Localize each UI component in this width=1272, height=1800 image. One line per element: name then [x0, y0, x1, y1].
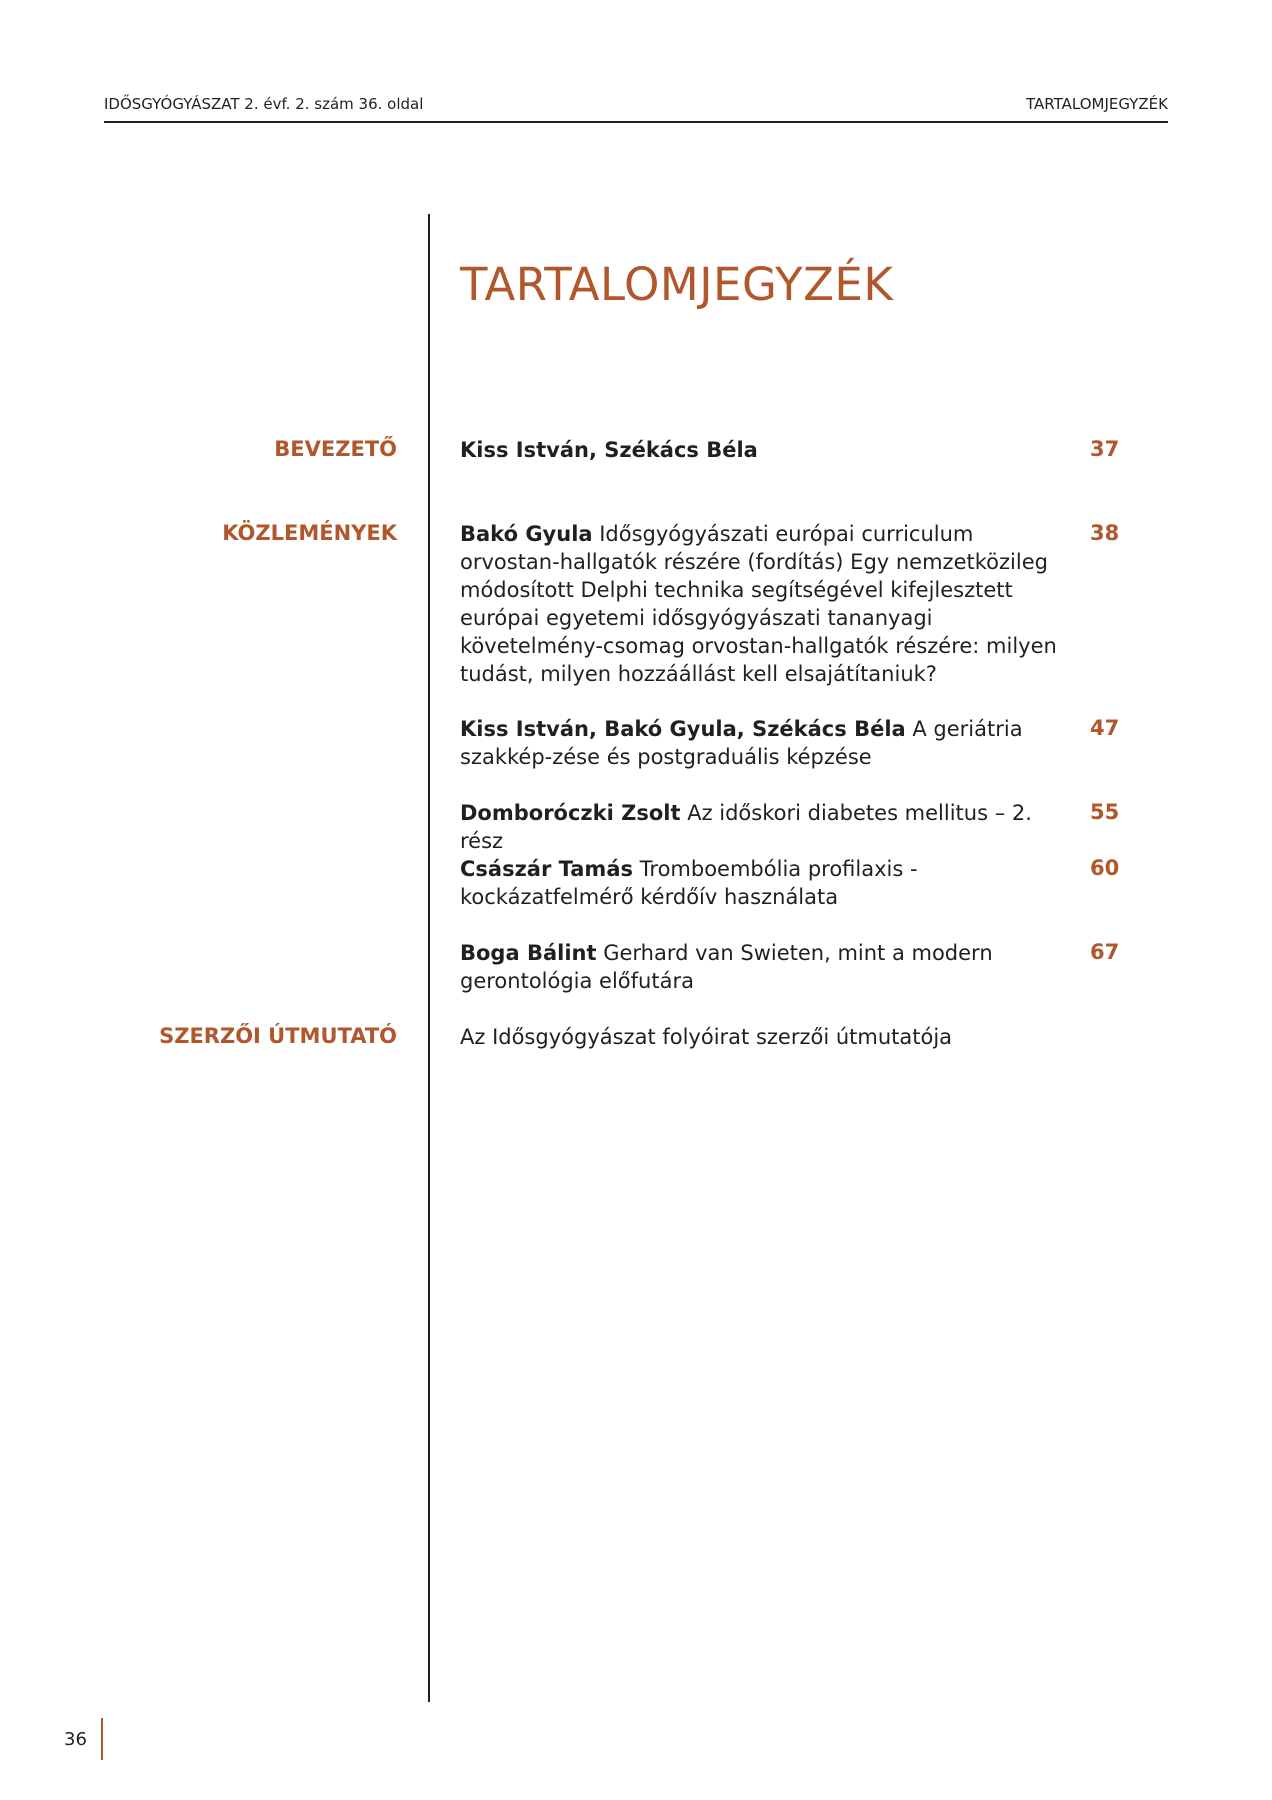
entry-title: Gerhard van Swieten, mint a modern gerontológia előfutára [460, 941, 993, 993]
toc-entry-szerzoi-1[interactable] [460, 1023, 1060, 1051]
section-label-bevezeto: BEVEZETŐ [274, 437, 397, 461]
section-label-szerzoi: SZERZŐI ÚTMUTATÓ [159, 1024, 397, 1048]
header-rule [104, 121, 1168, 123]
entry-title: Idősgyógyászati európai curriculum orvostan-hallgatók részére (fordítás) Egy nemzetközileg módosított Delphi technika segítségével kifejlesztett európai egyetemi idősgyógyászati tananyagi követelmény-csomag orvostan-hallgatók részére: milyen tudást, milyen hozzáállást kell elsajátítaniuk? [460, 522, 1057, 686]
entry-title: A geriátria szakkép-zése és postgraduális képzése [460, 717, 1023, 769]
toc-entry-kozlemenyek-2[interactable] [460, 715, 1060, 771]
column-divider [428, 214, 430, 1702]
entry-title: Az Idősgyógyászat folyóirat szerzői útmutatója [460, 1025, 953, 1049]
toc-entry-kozlemenyek-3[interactable] [460, 799, 1060, 855]
folio-rule [101, 1718, 103, 1760]
entry-author: Kiss István, Székács Béla [460, 438, 758, 462]
entry-page-number[interactable]: 55 [1090, 800, 1120, 824]
running-head-journal: IDŐSGYÓGYÁSZAT 2. évf. 2. szám 36. oldal [104, 95, 424, 113]
entry-page-number[interactable]: 60 [1090, 856, 1120, 880]
toc-entry-kozlemenyek-5[interactable] [460, 939, 1060, 995]
page-title: TARTALOMJEGYZÉK [460, 258, 894, 311]
toc-entry-kozlemenyek-1[interactable] [460, 520, 1060, 688]
entry-title: Tromboembólia profilaxis - kockázatfelmérő kérdőív használata [460, 857, 918, 909]
section-label-kozlemenyek: KÖZLEMÉNYEK [222, 521, 397, 545]
entry-author: Bakó Gyula [460, 522, 593, 546]
entry-author: Domboróczki Zsolt [460, 801, 681, 825]
toc-entry-bevezeto-1[interactable] [460, 436, 1060, 464]
entry-page-number[interactable]: 47 [1090, 716, 1120, 740]
entry-author: Boga Bálint [460, 941, 597, 965]
entry-page-number[interactable]: 38 [1090, 521, 1120, 545]
running-head-section: TARTALOMJEGYZÉK [1026, 95, 1168, 113]
entry-author: Kiss István, Bakó Gyula, Székács Béla [460, 717, 906, 741]
toc-entry-kozlemenyek-4[interactable] [460, 855, 1060, 911]
page-number: 36 [64, 1729, 87, 1750]
entry-author: Császár Tamás [460, 857, 633, 881]
entry-page-number[interactable]: 67 [1090, 940, 1120, 964]
entry-title: Az időskori diabetes mellitus – 2. rész [460, 801, 1032, 853]
entry-page-number[interactable]: 37 [1090, 437, 1120, 461]
